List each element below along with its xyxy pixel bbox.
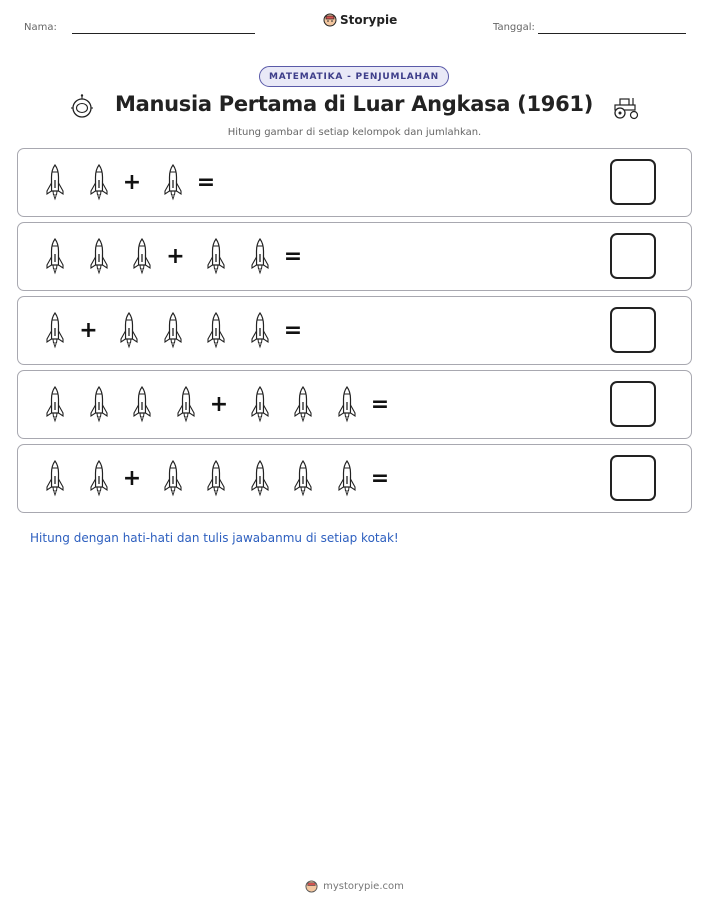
- rocket-icon: [250, 237, 270, 277]
- rocket-icon: [337, 459, 357, 499]
- rocket-icon: [293, 459, 313, 499]
- answer-box[interactable]: [610, 455, 656, 501]
- answer-box[interactable]: [610, 233, 656, 279]
- footer-url: mystorypie.com: [323, 881, 404, 892]
- rocket-icon: [45, 237, 65, 277]
- rocket-icon: [293, 385, 313, 425]
- equals-sign: =: [370, 392, 390, 417]
- rocket-icon: [163, 459, 183, 499]
- name-label: Nama:: [24, 22, 57, 33]
- problem-row: [17, 148, 692, 217]
- answer-box[interactable]: [610, 307, 656, 353]
- rocket-icon: [89, 459, 109, 499]
- rocket-icon: [45, 163, 65, 203]
- tractor-icon: [611, 94, 641, 120]
- brand-logo: [323, 13, 397, 27]
- rocket-icon: [250, 385, 270, 425]
- page-title: Manusia Pertama di Luar Angkasa (1961): [114, 92, 594, 116]
- rocket-icon: [45, 459, 65, 499]
- instruction-text: Hitung dengan hati-hati dan tulis jawabanmu di setiap kotak!: [30, 531, 399, 545]
- plus-sign: +: [166, 244, 185, 269]
- problem-row: [17, 296, 692, 365]
- rocket-icon: [206, 311, 226, 351]
- storypie-mascot-icon: [305, 880, 318, 893]
- equals-sign: =: [196, 170, 216, 195]
- rocket-icon: [250, 459, 270, 499]
- rocket-icon: [89, 385, 109, 425]
- brand-name: Storypie: [340, 13, 398, 27]
- problem-row: [17, 444, 692, 513]
- problem-row: [17, 370, 692, 439]
- storypie-mascot-icon: [323, 13, 337, 27]
- rocket-icon: [250, 311, 270, 351]
- subject-badge: MATEMATIKA - PENJUMLAHAN: [259, 66, 449, 87]
- page-subtitle: Hitung gambar di setiap kelompok dan jumlahkan.: [227, 127, 482, 138]
- rocket-icon: [45, 385, 65, 425]
- rocket-icon: [337, 385, 357, 425]
- rocket-icon: [89, 163, 109, 203]
- plus-sign: +: [122, 466, 142, 491]
- worksheet-header: [0, 0, 709, 40]
- answer-box[interactable]: [610, 159, 656, 205]
- equals-sign: =: [283, 318, 303, 343]
- title-row: [0, 92, 709, 124]
- equals-sign: =: [283, 244, 303, 269]
- rocket-icon: [163, 163, 183, 203]
- rocket-icon: [132, 385, 152, 425]
- astronaut-helmet-icon: [70, 94, 94, 120]
- rocket-icon: [45, 311, 65, 351]
- date-label: Tanggal:: [493, 22, 535, 33]
- rocket-icon: [206, 459, 226, 499]
- rocket-icon: [89, 237, 109, 277]
- rocket-icon: [119, 311, 139, 351]
- rocket-icon: [176, 385, 196, 425]
- equals-sign: =: [370, 466, 390, 491]
- name-line[interactable]: [72, 33, 255, 34]
- rocket-icon: [206, 237, 226, 277]
- plus-sign: +: [209, 392, 229, 417]
- date-line[interactable]: [538, 33, 686, 34]
- page-footer: [0, 880, 709, 893]
- plus-sign: +: [79, 318, 98, 343]
- problem-row: [17, 222, 692, 291]
- rocket-icon: [163, 311, 183, 351]
- rocket-icon: [132, 237, 152, 277]
- plus-sign: +: [122, 170, 142, 195]
- answer-box[interactable]: [610, 381, 656, 427]
